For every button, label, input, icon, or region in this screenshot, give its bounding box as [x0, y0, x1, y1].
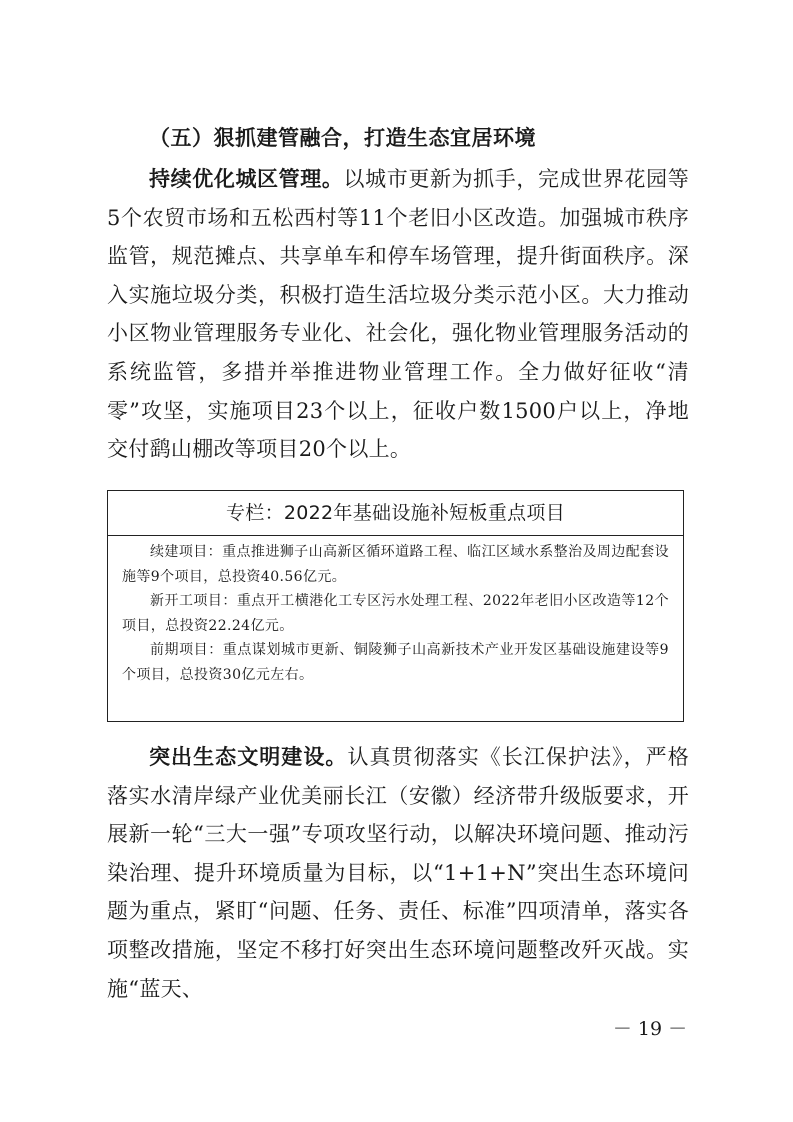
- paragraph-lead: 持续优化城区管理。: [149, 166, 344, 191]
- feature-box-title: 专栏：2022年基础设施补短板重点项目: [108, 491, 683, 536]
- paragraph-urban-management: [107, 160, 689, 469]
- page-number: － 19 －: [612, 1018, 688, 1040]
- feature-box-item-new: 新开工项目：重点开工横港化工专区污水处理工程、2022年老旧小区改造等12个项目，总投资22.24亿元。: [122, 593, 669, 634]
- feature-box: [107, 490, 684, 722]
- paragraph-text: 认真贯彻落实《长江保护法》，严格落实水清岸绿产业优美丽长江（安徽）经济带升级版要求，开展新一轮“三大一强”专项攻坚行动，以解决环境问题、推动污染治理、提升环境质量为目标，以“1+1+N”突出生态环境问题为重点，紧盯“问题、任务、责任、标准”四项清单，落实各项整改措施，坚定不移打好突出生态环境问题整改歼灭战。实施“蓝天、: [107, 745, 689, 1001]
- section-heading: （五）狠抓建管融合，打造生态宜居环境: [149, 125, 536, 150]
- feature-box-body: [108, 536, 683, 687]
- paragraph-ecological-civilization: [107, 738, 689, 1008]
- feature-box-item-continuing: 续建项目：重点推进狮子山高新区循环道路工程、临江区域水系整治及周边配套设施等9个项目，总投资40.56亿元。: [122, 544, 669, 585]
- feature-box-item-preliminary: 前期项目：重点谋划城市更新、铜陵狮子山高新技术产业开发区基础设施建设等9个项目，总投资30亿元左右。: [122, 642, 669, 683]
- paragraph-text: 以城市更新为抓手，完成世界花园等5个农贸市场和五松西村等11个老旧小区改造。加强城市秩序监管，规范摊点、共享单车和停车场管理，提升街面秩序。深入实施垃圾分类，积极打造生活垃圾分类示范小区。大力推动小区物业管理服务专业化、社会化，强化物业管理服务活动的系统监管，多措并举推进物业管理工作。全力做好征收“清零”攻坚，实施项目23个以上，征收户数1500户以上，净地交付鹞山棚改等项目20个以上。: [107, 167, 689, 462]
- paragraph-lead: 突出生态文明建设。: [149, 744, 348, 769]
